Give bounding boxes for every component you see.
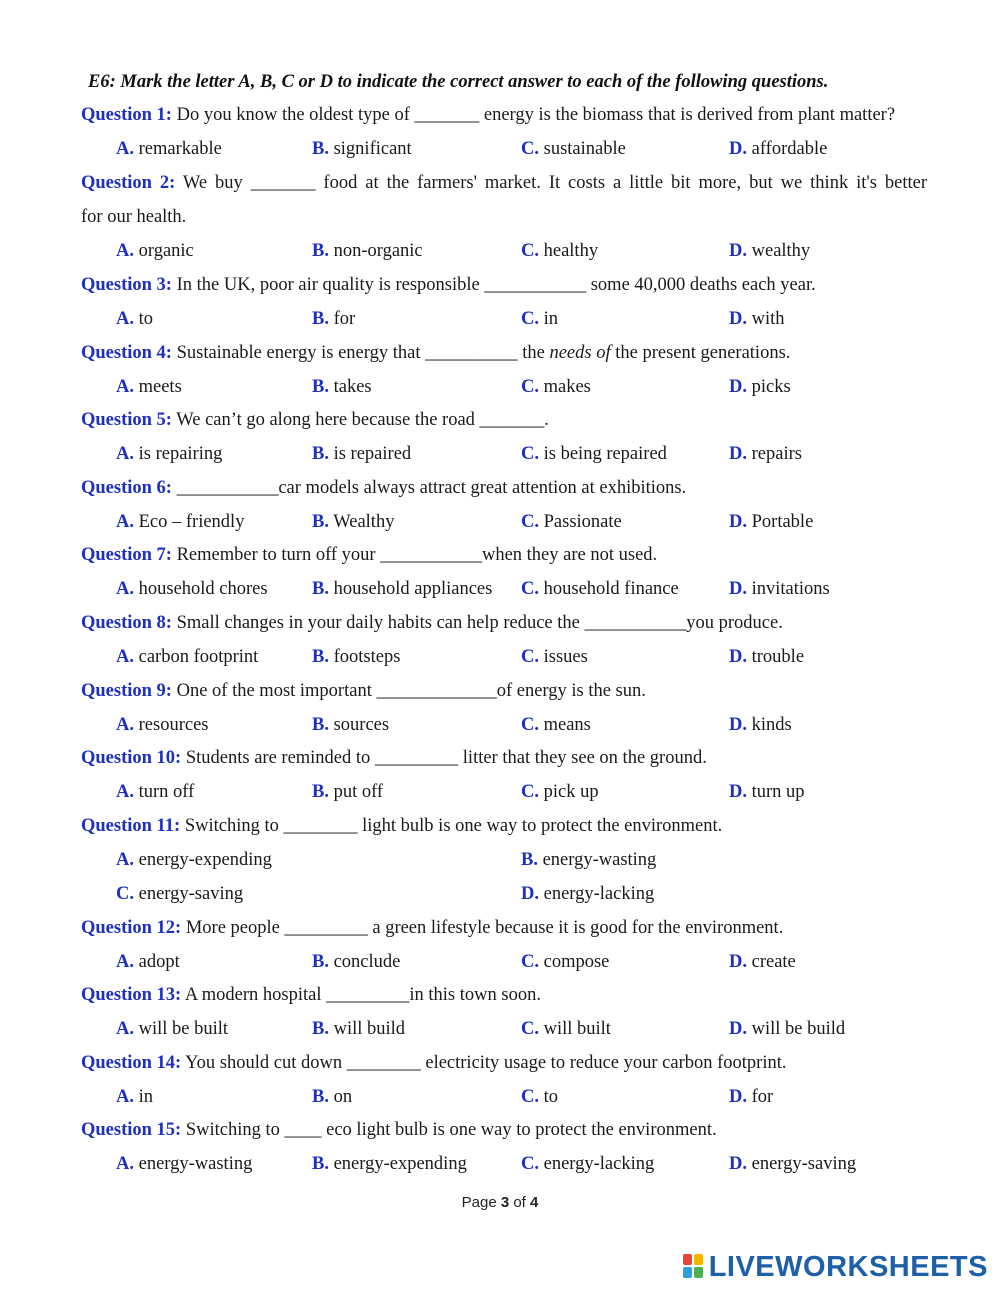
option-c[interactable]: C. will built xyxy=(521,1019,611,1039)
option-c[interactable]: C. is being repaired xyxy=(521,444,667,464)
option-d[interactable]: D. picks xyxy=(729,377,791,397)
question-5 xyxy=(81,410,549,431)
question-text: Sustainable energy is energy that __________ the needs of the present generations. xyxy=(176,343,791,363)
options-row-12 xyxy=(0,952,1000,978)
options-row-13 xyxy=(0,1019,1000,1045)
option-b[interactable]: B. energy-expending xyxy=(312,1154,467,1174)
option-d[interactable]: D. kinds xyxy=(729,715,792,735)
option-d[interactable]: D. affordable xyxy=(729,139,828,159)
question-label: Question 9: xyxy=(81,681,172,701)
question-text: One of the most important _____________of energy is the sun. xyxy=(176,681,646,701)
question-label: Question 14: xyxy=(81,1053,182,1073)
option-b[interactable]: B. put off xyxy=(312,782,384,802)
option-c[interactable]: C. means xyxy=(521,715,591,735)
question-8 xyxy=(81,613,783,634)
logo-text: LIVEWORKSHEETS xyxy=(708,1250,988,1283)
question-7 xyxy=(81,545,657,566)
options-row-1 xyxy=(0,139,1000,165)
question-text: Do you know the oldest type of _______ energy is the biomass that is derived from plant matter? xyxy=(176,105,896,125)
options-row-5 xyxy=(0,444,1000,470)
option-b[interactable]: B. household appliances xyxy=(312,579,493,599)
question-label: Question 5: xyxy=(81,410,172,430)
question-6 xyxy=(81,478,686,499)
option-b[interactable]: B. Wealthy xyxy=(312,512,395,532)
question-text: A modern hospital _________in this town soon. xyxy=(184,985,541,1005)
question-4 xyxy=(81,343,790,364)
option-a[interactable]: A. in xyxy=(116,1087,154,1107)
options-row-15 xyxy=(0,1154,1000,1180)
question-9 xyxy=(81,681,646,702)
option-b[interactable]: B. takes xyxy=(312,377,372,397)
option-c[interactable]: C. sustainable xyxy=(521,139,626,159)
liveworksheets-logo[interactable] xyxy=(683,1250,988,1284)
option-b[interactable]: B. for xyxy=(312,309,356,329)
options-row-14 xyxy=(0,1087,1000,1113)
question-text: Switching to ____ eco light bulb is one way to protect the environment. xyxy=(185,1120,717,1140)
option-b[interactable]: B. conclude xyxy=(312,952,401,972)
option-a[interactable]: A. adopt xyxy=(116,952,180,972)
question-3 xyxy=(81,275,816,296)
question-label: Question 15: xyxy=(81,1120,182,1140)
option-a[interactable]: A. turn off xyxy=(116,782,195,802)
question-13 xyxy=(81,985,541,1006)
options-row-11b xyxy=(0,884,1000,910)
option-c[interactable]: C. in xyxy=(521,309,559,329)
option-a[interactable]: A. is repairing xyxy=(116,444,223,464)
option-a[interactable]: A. resources xyxy=(116,715,209,735)
question-10 xyxy=(81,748,707,769)
question-label: Question 11: xyxy=(81,816,181,836)
option-c[interactable]: C. Passionate xyxy=(521,512,622,532)
option-a[interactable]: A. to xyxy=(116,309,154,329)
option-d[interactable]: D. energy-saving xyxy=(729,1154,857,1174)
option-a[interactable]: A. carbon footprint xyxy=(116,647,259,667)
option-a[interactable]: A. organic xyxy=(116,241,194,261)
page-number: Page 3 of 4 xyxy=(461,1194,539,1211)
option-d[interactable]: D. energy-lacking xyxy=(521,884,655,904)
question-label: Question 2: xyxy=(81,173,176,193)
question-2 xyxy=(81,173,927,194)
question-label: Question 1: xyxy=(81,105,172,125)
question-label: Question 3: xyxy=(81,275,172,295)
option-d[interactable]: D. trouble xyxy=(729,647,805,667)
exercise-heading: E6: Mark the letter A, B, C or D to indicate the correct answer to each of the following questions. xyxy=(88,72,829,92)
question-label: Question 8: xyxy=(81,613,172,633)
question-14 xyxy=(81,1053,786,1074)
liveworksheets-logo-icon xyxy=(683,1254,705,1280)
option-a[interactable]: A. Eco – friendly xyxy=(116,512,245,532)
option-b[interactable]: B. footsteps xyxy=(312,647,401,667)
option-b[interactable]: B. energy-wasting xyxy=(521,850,657,870)
option-b[interactable]: B. significant xyxy=(312,139,412,159)
option-d[interactable]: D. for xyxy=(729,1087,774,1107)
question-text: We buy _______ food at the farmers' market. It costs a little bit more, but we think it's better xyxy=(182,173,928,193)
question-label: Question 12: xyxy=(81,918,182,938)
option-b[interactable]: B. on xyxy=(312,1087,353,1107)
question-label: Question 10: xyxy=(81,748,182,768)
question-label: Question 13: xyxy=(81,985,182,1005)
option-b[interactable]: B. non-organic xyxy=(312,241,423,261)
question-label: Question 6: xyxy=(81,478,172,498)
option-c[interactable]: C. to xyxy=(521,1087,559,1107)
option-a[interactable]: A. energy-expending xyxy=(116,850,272,870)
question-text: You should cut down ________ electricity usage to reduce your carbon footprint. xyxy=(185,1053,787,1073)
options-row-6 xyxy=(0,512,1000,538)
question-text: In the UK, poor air quality is responsible ___________ some 40,000 deaths each year. xyxy=(176,275,816,295)
question-15 xyxy=(81,1120,717,1141)
options-row-11a xyxy=(0,850,1000,876)
question-text: More people _________ a green lifestyle because it is good for the environment. xyxy=(185,918,784,938)
option-a[interactable]: A. energy-wasting xyxy=(116,1154,253,1174)
option-c[interactable]: C. energy-saving xyxy=(116,884,244,904)
option-c[interactable]: C. household finance xyxy=(521,579,679,599)
question-text: Small changes in your daily habits can help reduce the ___________you produce. xyxy=(176,613,783,633)
option-a[interactable]: A. meets xyxy=(116,377,182,397)
option-d[interactable]: D. invitations xyxy=(729,579,830,599)
option-c[interactable]: C. pick up xyxy=(521,782,599,802)
option-d[interactable]: D. Portable xyxy=(729,512,814,532)
option-c[interactable]: C. makes xyxy=(521,377,591,397)
question-label: Question 4: xyxy=(81,343,172,363)
option-d[interactable]: D. create xyxy=(729,952,796,972)
option-d[interactable]: D. wealthy xyxy=(729,241,811,261)
options-row-2 xyxy=(0,241,1000,267)
options-row-9 xyxy=(0,715,1000,741)
option-d[interactable]: D. turn up xyxy=(729,782,805,802)
question-label: Question 7: xyxy=(81,545,172,565)
options-row-10 xyxy=(0,782,1000,808)
option-b[interactable]: B. sources xyxy=(312,715,390,735)
question-11 xyxy=(81,816,722,837)
option-c[interactable]: C. issues xyxy=(521,647,588,667)
option-a[interactable]: A. remarkable xyxy=(116,139,222,159)
option-b[interactable]: B. will build xyxy=(312,1019,406,1039)
question-12 xyxy=(81,918,783,939)
question-2-continued: for our health. xyxy=(81,207,187,227)
options-row-8 xyxy=(0,647,1000,673)
option-d[interactable]: D. with xyxy=(729,309,785,329)
options-row-7 xyxy=(0,579,1000,605)
option-a[interactable]: A. will be built xyxy=(116,1019,229,1039)
question-text: We can’t go along here because the road _______. xyxy=(176,410,549,430)
option-b[interactable]: B. is repaired xyxy=(312,444,412,464)
option-d[interactable]: D. repairs xyxy=(729,444,802,464)
option-d[interactable]: D. will be build xyxy=(729,1019,846,1039)
question-text: ___________car models always attract great attention at exhibitions. xyxy=(176,478,687,498)
question-text: Students are reminded to _________ litter that they see on the ground. xyxy=(185,748,707,768)
question-1 xyxy=(81,105,895,126)
option-c[interactable]: C. compose xyxy=(521,952,610,972)
question-text: Remember to turn off your ___________when they are not used. xyxy=(176,545,658,565)
options-row-4 xyxy=(0,377,1000,403)
question-text: Switching to ________ light bulb is one way to protect the environment. xyxy=(184,816,723,836)
option-a[interactable]: A. household chores xyxy=(116,579,268,599)
option-c[interactable]: C. energy-lacking xyxy=(521,1154,655,1174)
option-c[interactable]: C. healthy xyxy=(521,241,599,261)
options-row-3 xyxy=(0,309,1000,335)
